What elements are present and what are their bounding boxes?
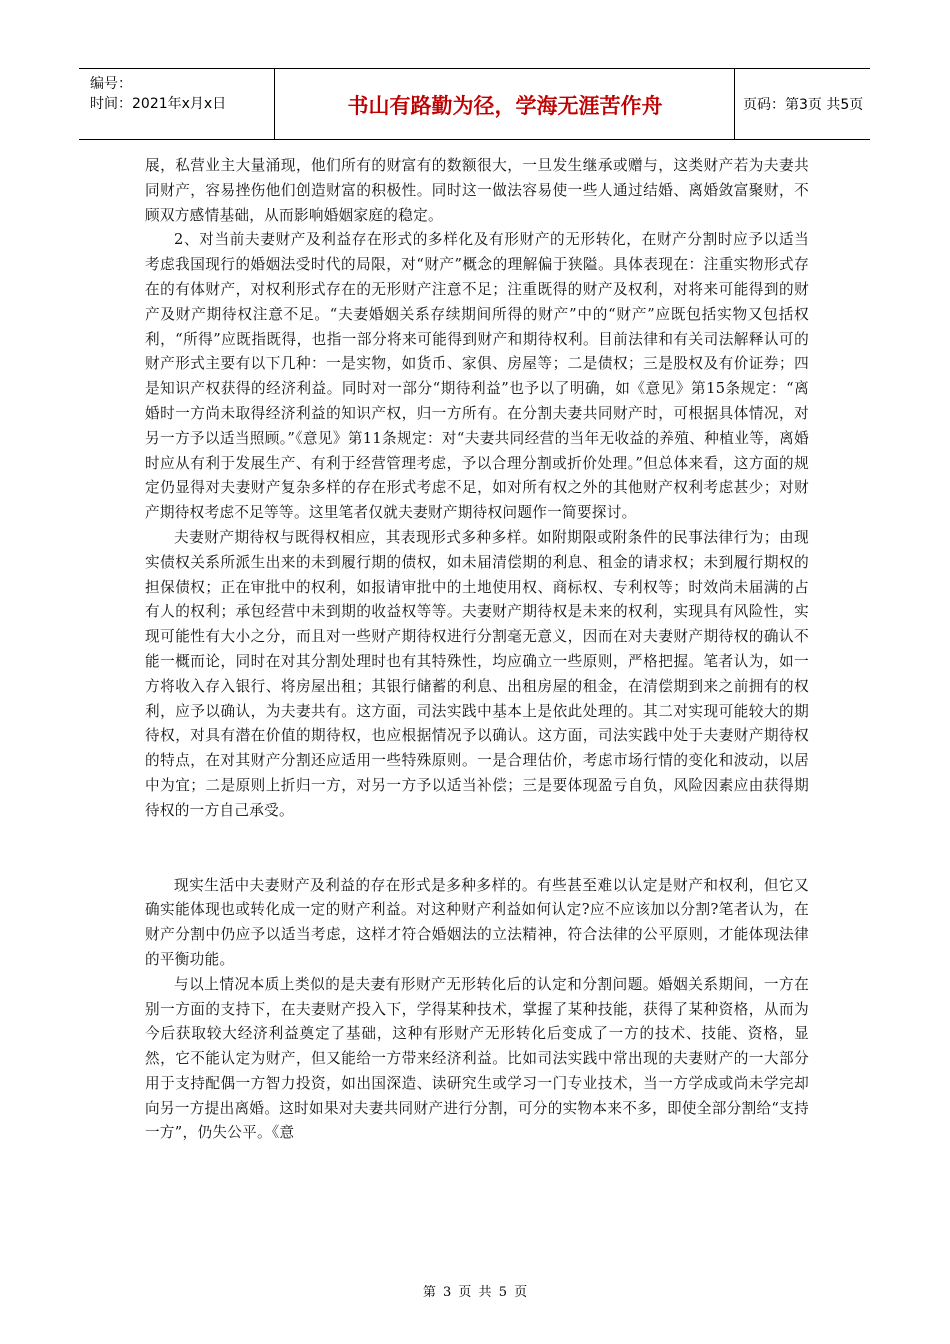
header-page-cell — [735, 69, 870, 139]
motto-text: 书山有路勤为径，学海无涯苦作舟 — [347, 94, 663, 118]
section-gap — [145, 824, 809, 874]
paragraph-real-life-interests: 现实生活中夫妻财产及利益的存在形式是多种多样的。有些甚至难以认定是财产和权利，但它又确实能体现也或转化成一定的财产利益。对这种财产利益如何认定?应不应该加以分割?笔者认为，在财产分割中仍应予以适当考虑，这样才符合婚姻法的立法精神，符合法律的公平原则，才能体现法律的平衡功能。 — [145, 876, 809, 968]
serial-number-label: 编号： — [90, 76, 132, 92]
paragraph-intangible-conversion: 与以上情况本质上类似的是夫妻有形财产无形转化后的认定和分割问题。婚姻关系期间，一方在别一方面的支持下，在夫妻财产投入下，学得某种技术，掌握了某种技能，获得了某种资格，从而为今后获取较大经济利益奠定了基础，这种有形财产无形转化后变成了一方的技术、技能、资格，显然，它不能认定为财产，但又能给一方带来经济利益。比如司法实践中常出现的夫妻财产的一大部分用于支持配偶一方智力投资，如出国深造、读研究生或学习一门专业技术，当一方学成或尚未学完却向另一方提出离婚。这时如果对夫妻共同财产进行分割，可分的实物本来不多，即使全部分割给“支持一方”，仍失公平。《意 — [145, 975, 809, 1142]
paragraph-continuation: 展，私营业主大量涌现，他们所有的财富有的数额很大，一旦发生继承或赠与，这类财产若为夫妻共同财产，容易挫伤他们创造财富的积极性。同时这一做法容易使一些人通过结婚、离婚敛富聚财，不顾双方感情基础，从而影响婚姻家庭的稳定。 — [145, 157, 809, 224]
page-header — [79, 68, 870, 140]
header-info-cell — [79, 69, 275, 139]
header-motto-cell — [275, 69, 735, 139]
paragraph-property-forms: 2、对当前夫妻财产及利益存在形式的多样化及有形财产的无形转化，在财产分割时应予以适当考虑我国现行的婚姻法受时代的局限，对“财产”概念的理解偏于狭隘。具体表现在：注重实物形式存在的有体财产，对权利形式存在的无形财产注意不足；注重既得的财产及权利，对将来可能得到的财产及财产期待权注意不足。“夫妻婚姻关系存续期间所得的财产”中的“财产”应既包括实物又包括权利，“所得”应既指既得，也指一部分将来可能得到财产和期待权利。目前法律和有关司法解释认可的财产形式主要有以下几种：一是实物，如货币、家俱、房屋等；二是债权；三是股权及有价证券；四是知识产权获得的经济利益。同时对一部分“期待利益”也予以了明确，如《意见》第15条规定：“离婚时一方尚未取得经济利益的知识产权，归一方所有。在分割夫妻共同财产时，可根据具体情况，对另一方予以适当照顾。”《意见》第11条规定：对“夫妻共同经营的当年无收益的养殖、种植业等，离婚时应从有利于发展生产、有利于经营管理考虑，予以合理分割或折价处理。”但总体来看，这方面的规定仍显得对夫妻财产复杂多样的存在形式考虑不足，如对所有权之外的其他财产权利考虑甚少；对财产期待权考虑不足等等。这里笔者仅就夫妻财产期待权问题作一简要探讨。 — [145, 231, 809, 522]
date-label: 时间：2021年x月x日 — [90, 96, 227, 112]
page-footer: 第 3 页 共 5 页 — [422, 1285, 528, 1300]
document-body — [145, 154, 809, 1146]
paragraph-expectancy-rights: 夫妻财产期待权与既得权相应，其表现形式多种多样。如附期限或附条件的民事法律行为；由现实债权关系所派生出来的未到履行期的债权，如未届清偿期的利息、租金的请求权；未到履行期权的担保债权；正在审批中的权利，如报请审批中的土地使用权、商标权、专利权等；时效尚未届满的占有人的权利；承包经营中未到期的收益权等等。夫妻财产期待权是未来的权利，实现具有风险性，实现可能性有大小之分，而且对一些财产期待权进行分割毫无意义，因而在对夫妻财产期待权的确认不能一概而论，同时在对其分割处理时也有其特殊性，均应确立一些原则，严格把握。笔者认为，如一方将收入存入银行、将房屋出租；其银行储蓄的利息、出租房屋的租金，在清偿期到来之前拥有的权利，应予以确认，为夫妻共有。这方面，司法实践中基本上是依此处理的。其二对实现可能较大的期待权，对具有潜在价值的期待权，也应根据情况予以确认。这方面，司法实践中处于夫妻财产期待权的特点，在对其财产分割还应适用一些特殊原则。一是合理估价，考虑市场行情的变化和波动，以居中为宜；二是原则上折归一方，对另一方予以适当补偿；三是要体现盈亏自负，风险因素应由获得期待权的一方自己承受。 — [145, 528, 809, 819]
page-number-label: 页码：第3页 共5页 — [743, 97, 864, 113]
